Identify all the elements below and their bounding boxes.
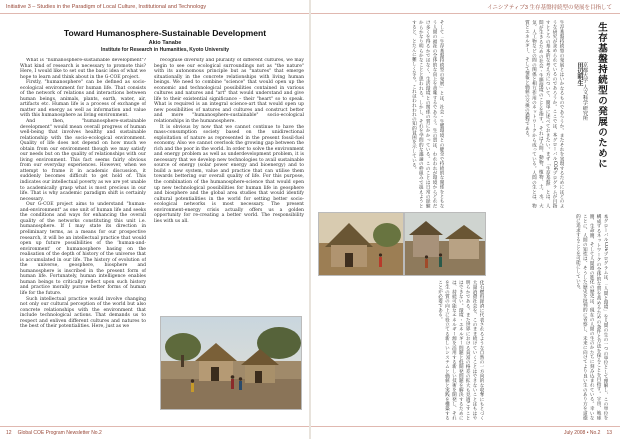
article-author: Akio Tanabe <box>148 40 182 46</box>
paragraph: recognise diversity and plurality of different cultures, we may begin to see our ecological surroundings not as "the nature" with its autonomous principle but as "natures" that emerge situationally in the concrete relationships with living human beings. We need to combine "science" that would open up the economic and technological possibilities contained in various cultures and natures and "art" that would understand and give life to their existential significance – their "heart" so to speak. What is required is an integral science-art that would open up new possibilities of natures and cultures and construct better and more "humanosphere-sustainable" socio-ecological relationships in the humanosphere. <box>154 58 304 125</box>
field-photo-1 <box>318 212 404 276</box>
japanese-text-block-3: 本グローバルCOEプログラムは、「人間と環境」を人間の生の一つの単位として理解し、この単位を構成するネットワークの全体的な質を高めるための条件と方法を探ることを目指す。宇宙、地球圏、生命圏、そして人間圏の進化の歴史は、現在の人間の生のかたちに刻み込まれている。幸いなことに、人間の知性は、そうした歴史を批判的に省察し、未来に向けてより良い生のあり方を道徳的に追求することを可能にしている。 <box>575 214 608 420</box>
paragraph: And then, "humanosphere-sustainable development" would mean overall progress of human well-being that involves healthy and sustainable relationship with the socio-ecological environment. Quality of life does not depend on how much we obtain from our environment though we may satisfy our needs but on the quality of relationships with our living environment. This fact seems fairly obvious from our everyday experiences. However, when we attempt to frame it in academic discussion, it suddenly becomes difficult to get hold of. This indicates our intellectual poverty as we are yet unable to academically grasp what is most precious in our life. That is why academic paradigm shift is certainly necessary. <box>20 119 146 202</box>
header-left <box>0 0 309 14</box>
japanese-text-block-4: 化石燃料経済に代表されるような自然の一方向的な収奪にもとづく大量消費社会を、このまま続けていくことはできないことはもはや明らかである。また世界における貧富の格差の拡大も見過ごすことはできない。環境・エネルギー問題と低開発問題を解決するためには、持続可能なエネルギー源を活用する新しい技術を開発し、それを生の質の向上に役立てる新しいシステムと価値と実践を構築することが必要である。 <box>437 280 484 420</box>
page-number-left: 12 <box>6 430 12 436</box>
footer-left-text: Global COE Program Newsletter No.2 <box>17 430 102 436</box>
paragraph: What is "humanosphere-sustainable development"? What kind of research is necessary to promote this? Here, I would like to set out the basic idea of what we hope to learn and think about in the G-COE project. <box>20 58 146 80</box>
article-column-2 <box>154 58 304 310</box>
header-right-text: イニシアティブ3 生存基盤持続型の発展を目指して <box>487 4 612 11</box>
paragraph: It is obvious by now that we cannot continue to have the mass-consumption society based on the unidirectional exploitation of nature as represented in the present fossil-fuel economy. Also we cannot overlook the growing gap between the rich and the poor in the world. In order to solve the environment and energy problem as well as underdevelopment problem, it is necessary that we develop new technologies to avail sustainable source of energy (solar power energy and bioenergy) and to build a new system, value and practice that can utilise them towards bettering our overall quality of life. For this purpose, the combination of the humanosphere-science that would open up new technological possibilities for human life in geosphere and biosphere and the global area studies that would identify cultural potentialities in the world for setting better socio-ecological networks is most necessary. The present environment-energy crisis actually offers us a golden opportunity for re-creating a better world. The responsibility lies with us all. <box>154 124 304 224</box>
page-gutter <box>309 0 311 439</box>
village-photo-image <box>161 317 301 409</box>
japanese-text-block-1: 生存基盤持続型の発展とはいかなるものであろうか。またそれを実現するためにはどのような研究が求められているのであろうか。ここでは、本グローバルCOEプログラムが目指すところの基本的な考え方について、簡単に述べておきたい。まず「生存基盤」とは、人間が生きるための社会・生態環境のことを指す。それは人間、動物、植物、土、水、大気、人工物などの間の関係と相互作用のネットワークから成っている。人間の生とは、物質とエネルギー、そして情報と価値の交換の過程である。 <box>524 20 564 208</box>
paragraph: Such intellectual practice would involve changing not only our cultural perception of the world but also concrete relationships with the environment that include technological actions. That demands us to respect and enliven different cultures and natures to the best of their potentialities. Here, just as we <box>20 296 146 330</box>
footer-left <box>0 426 309 439</box>
village-photo <box>160 316 302 410</box>
header-left-text: Initiative 3 – Studies in the Paradigm of Local Culture, Institutional and Technology <box>6 3 207 10</box>
field-photo-2-image <box>405 213 485 275</box>
footer-right <box>311 426 620 439</box>
article-institution: Institute for Research in Humanities, Kyoto University <box>100 47 230 53</box>
paragraph: Our G-COE project aims to understand "human-and-environment" as one unit of human life and seeks the conditions and ways for enhancing the overall quality of the networks constituting this unit i.e. humanosphere. If I may state its direction in preliminary terms, as a means for our prospective research, it will be an intellectual practice that would open up future possibilities of the 'human-and-environment' or humanosphere basing on the realisation of the depth of history of the universe that is accumulated in our life. The history of evolution of the universe, geosphere, biosphere and humanosphere is inscribed in the present form of human life. Fortunately, human intelligence enables human beings to critically reflect upon such history and practice morally pursue better forms of human life for the future. <box>20 202 146 296</box>
japanese-text-block-2: そして「生存基盤持続型の発展」とは、社会・生態環境との健全で持続的な関係をともなう人間の福祉の全体的な向上を意味するであろう。生の質は、われわれが環境からどれだけ多くを得るかではなく、生活環境との関係の質にかかっている。このことは日常の経験からかなり明らかなことと思われる。しかし、それを学問的な議論の枠組みで捉えようとすると、とたんに難しくなる。これはわれわれの知的貧困を示している。 <box>411 20 444 208</box>
page-number-right: 13 <box>606 430 612 436</box>
article-column-1 <box>20 58 146 402</box>
footer-right-text: July 2008 • No.2 <box>563 430 601 436</box>
header-right <box>311 0 620 14</box>
field-photo-2 <box>404 212 486 276</box>
japanese-author <box>566 62 588 152</box>
japanese-author-institution: 京都大学 人文科学研究所 <box>582 62 588 121</box>
field-photo-1-image <box>319 213 403 275</box>
japanese-author-name: 田辺明生 <box>576 62 583 86</box>
article-title: Toward Humanosphere-Sustainable Development <box>63 28 267 38</box>
paragraph: Firstly, "humanosphere" can be defined as socio-ecological environment for human life. That consists of the network of relations and interactions between human beings, animals, plants, earth, water, air, artifacts etc. Human life is a process of exchange of matter and energy as well as information and value with this humanosphere as living environment. <box>20 80 146 119</box>
japanese-title: 生存基盤持続型の発展のために <box>596 22 607 169</box>
